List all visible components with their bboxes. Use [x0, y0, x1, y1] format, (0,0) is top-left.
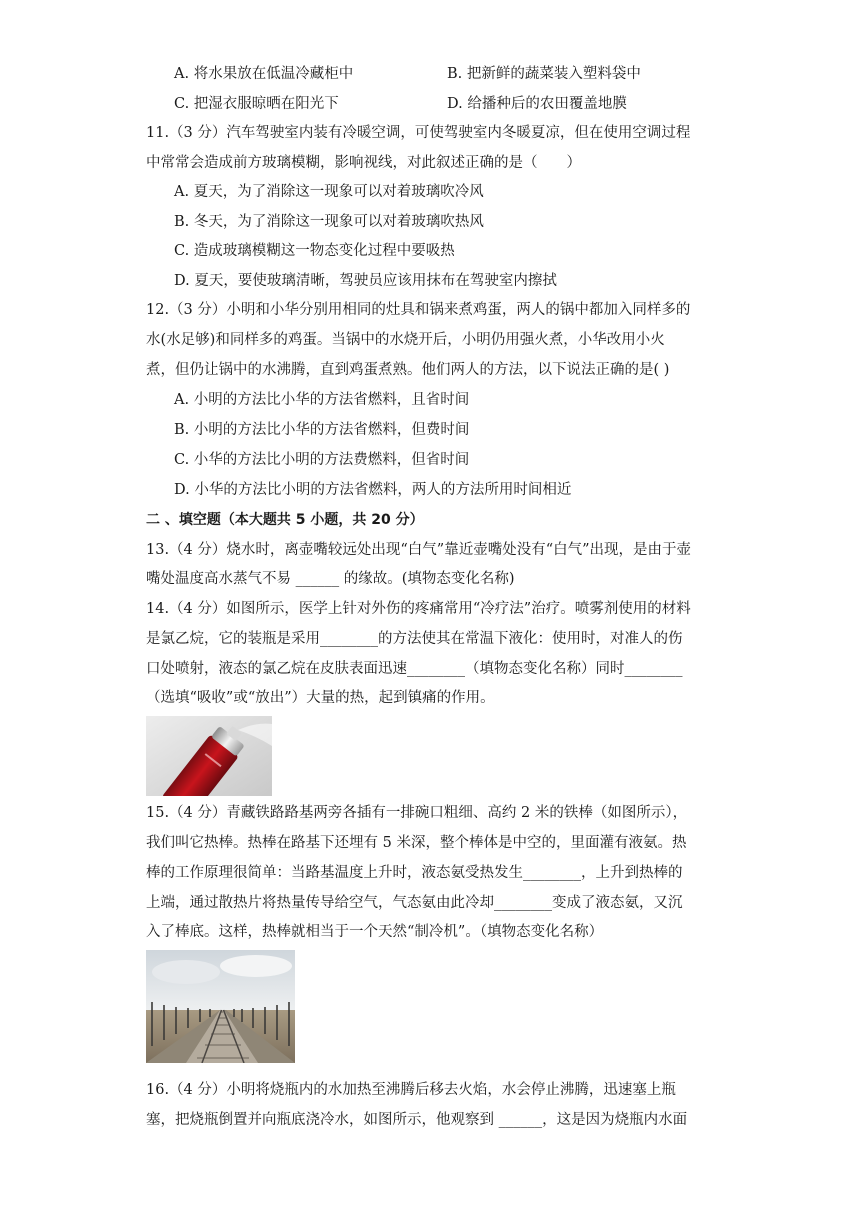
q10-option-c: C. 把湿衣服晾晒在阳光下 [174, 96, 339, 112]
q13-stem-line2: 嘴处温度高水蒸气不易 ______ 的缘故。(填物态变化名称) [146, 571, 515, 587]
q14-stem-line4: （选填“吸收”或“放出”）大量的热，起到镇痛的作用。 [146, 690, 495, 706]
q14-stem-line1: 14.（4 分）如图所示，医学上针对外伤的疼痛常用“冷疗法”治疗。喷雾剂使用的材料 [146, 601, 691, 617]
q16-stem-line1: 16.（4 分）小明将烧瓶内的水加热至沸腾后移去火焰，水会停止沸腾，迅速塞上瓶 [146, 1082, 676, 1098]
q11-stem-line1: 11.（3 分）汽车驾驶室内装有冷暖空调，可使驾驶室内冬暖夏凉，但在使用空调过程 [146, 125, 691, 141]
q12-stem-line2: 水(水足够)和同样多的鸡蛋。当锅中的水烧开后，小明仍用强火煮，小华改用小火 [146, 332, 665, 348]
spray-can-image [146, 716, 272, 796]
q11-option-c: C. 造成玻璃模糊这一物态变化过程中要吸热 [174, 243, 455, 259]
q15-stem-line5: 入了棒底。这样，热棒就相当于一个天然“制冷机”。（填物态变化名称） [146, 924, 604, 940]
railway-heat-pipes-image [146, 950, 295, 1063]
q12-option-c: C. 小华的方法比小明的方法费燃料，但省时间 [174, 452, 470, 468]
q15-stem-line4: 上端，通过散热片将热量传导给空气，气态氨由此冷却________变成了液态氨，又沉 [146, 895, 683, 911]
q12-stem-line3: 煮，但仍让锅中的水沸腾，直到鸡蛋煮熟。他们两人的方法，以下说法正确的是( ) [146, 362, 670, 378]
q11-option-b: B. 冬天，为了消除这一现象可以对着玻璃吹热风 [174, 214, 484, 230]
q15-stem-line1: 15.（4 分）青藏铁路路基两旁各插有一排碗口粗细、高约 2 米的铁棒（如图所示）， [146, 805, 688, 821]
q11-option-d: D. 夏天，要使玻璃清晰，驾驶员应该用抹布在驾驶室内擦拭 [174, 273, 557, 289]
q10-option-b: B. 把新鲜的蔬菜装入塑料袋中 [447, 66, 641, 82]
q11-option-a: A. 夏天，为了消除这一现象可以对着玻璃吹冷风 [174, 184, 484, 200]
q12-stem-line1: 12.（3 分）小明和小华分别用相同的灶具和锅来煮鸡蛋，两人的锅中都加入同样多的 [146, 302, 691, 318]
q14-stem-line2: 是氯乙烷，它的装瓶是采用________的方法使其在常温下液化：使用时，对准人的伤 [146, 631, 683, 647]
q12-option-b: B. 小明的方法比小华的方法省燃料，但费时间 [174, 422, 470, 438]
q15-stem-line3: 棒的工作原理很简单：当路基温度上升时，液态氨受热发生________，上升到热棒的 [146, 865, 683, 881]
section-heading-fill-in: 二 、填空题（本大题共 5 小题，共 20 分） [146, 512, 424, 528]
q10-option-a: A. 将水果放在低温冷藏柜中 [174, 66, 354, 82]
q11-stem-line2: 中常常会造成前方玻璃模糊，影响视线，对此叙述正确的是（ ） [146, 155, 581, 171]
q12-option-d: D. 小华的方法比小明的方法省燃料，两人的方法所用时间相近 [174, 482, 572, 498]
q10-option-d: D. 给播种后的农田覆盖地膜 [447, 96, 627, 112]
q13-stem-line1: 13.（4 分）烧水时，离壶嘴较远处出现“白气”靠近壶嘴处没有“白气”出现，是由于壶 [146, 542, 692, 558]
q12-option-a: A. 小明的方法比小华的方法省燃料，且省时间 [174, 392, 470, 408]
q16-stem-line2: 塞，把烧瓶倒置并向瓶底浇冷水，如图所示，他观察到 ______，这是因为烧瓶内水面 [146, 1112, 688, 1128]
q15-stem-line2: 我们叫它热棒。热棒在路基下还埋有 5 米深，整个棒体是中空的，里面灌有液氨。热 [146, 835, 687, 851]
q14-stem-line3: 口处喷射，液态的氯乙烷在皮肤表面迅速________（填物态变化名称）同时________ [146, 661, 683, 677]
